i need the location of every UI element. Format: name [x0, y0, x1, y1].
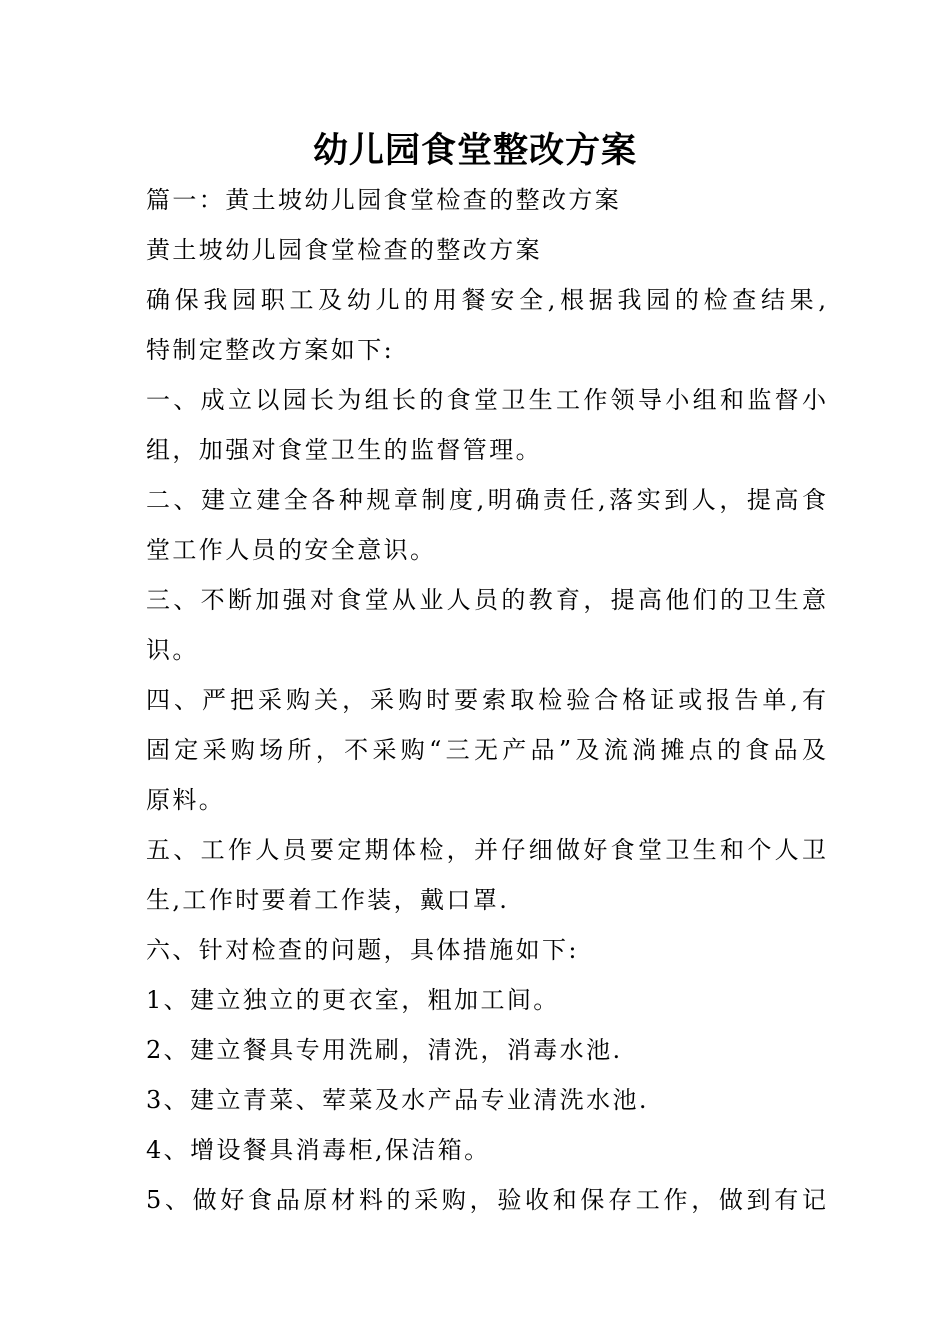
- paragraph-line: 三、不断加强对食堂从业人员的教育，提高他们的卫生意: [146, 586, 826, 614]
- section-heading-part-one: 篇一：黄土坡幼儿园食堂检查的整改方案: [146, 186, 622, 214]
- document-title: 幼儿园食堂整改方案: [312, 131, 637, 171]
- list-item: 2、建立餐具专用洗刷，清洗，消毒水池.: [146, 1036, 623, 1064]
- paragraph-line: 特制定整改方案如下:: [146, 336, 395, 364]
- list-item: 4、增设餐具消毒柜,保洁箱。: [146, 1136, 491, 1164]
- paragraph-line: 确保我园职工及幼儿的用餐安全,根据我园的检查结果,: [146, 286, 826, 314]
- list-item: 3、建立青菜、荤菜及水产品专业清洗水池.: [146, 1086, 649, 1114]
- list-item: 1、建立独立的更衣室，粗加工间。: [146, 986, 560, 1014]
- paragraph-line: 堂工作人员的安全意识。: [146, 536, 437, 564]
- paragraph-line: 原料。: [146, 786, 226, 814]
- paragraph-line: 六、针对检查的问题，具体措施如下:: [146, 936, 579, 964]
- list-item: 5、做好食品原材料的采购，验收和保存工作，做到有记: [146, 1186, 826, 1214]
- section-subheading: 黄土坡幼儿园食堂检查的整改方案: [146, 236, 542, 264]
- paragraph-line: 四、严把采购关，采购时要索取检验合格证或报告单,有: [146, 686, 826, 714]
- paragraph-line: 生,工作时要着工作装，戴口罩.: [146, 886, 510, 914]
- paragraph-line: 固定采购场所，不采购“三无产品”及流淌摊点的食品及: [146, 736, 826, 764]
- paragraph-line: 组，加强对食堂卫生的监督管理。: [146, 436, 542, 464]
- paragraph-line: 五、工作人员要定期体检，并仔细做好食堂卫生和个人卫: [146, 836, 826, 864]
- paragraph-line: 识。: [146, 636, 199, 664]
- paragraph-line: 一、成立以园长为组长的食堂卫生工作领导小组和监督小: [146, 386, 826, 414]
- paragraph-line: 二、建立建全各种规章制度,明确责任,落实到人，提高食: [146, 486, 826, 514]
